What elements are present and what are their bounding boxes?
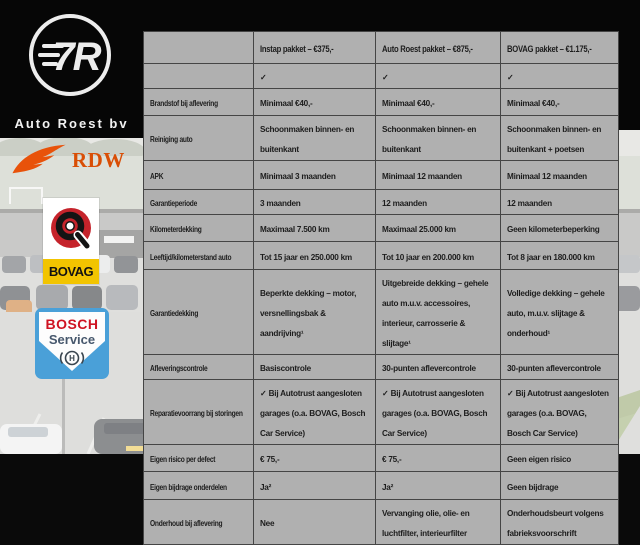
row-label [144,190,254,215]
cell-text: 3 maanden [260,199,301,208]
cell-text: ✓ [260,73,267,82]
cell [376,355,501,380]
row-label [144,380,254,445]
rdw-feather-icon [10,141,70,179]
row-label-text: Reparatievoorrang bij storingen [150,409,243,418]
cell-text: Basiscontrole [260,364,311,373]
auto-roest-logo-icon [0,0,143,102]
table-row [144,500,619,545]
cell-text: Minimaal €40,- [507,99,560,108]
row-label [144,89,254,116]
cell [376,161,501,190]
cell-text: € 75,- [260,455,280,464]
cell [376,116,501,161]
cell [254,270,376,355]
cell-text: € 75,- [382,455,402,464]
row-label-text: Afleveringscontrole [150,364,208,373]
cell [254,215,376,242]
cell-text: Ja² [382,482,394,492]
cell-text: 12 maanden [507,199,552,208]
cell-text: Tot 8 jaar en 180.000 km [507,252,595,262]
rdw-logo [10,138,136,182]
row-label-text: Eigen bijdrage onderdelen [150,482,227,492]
cell-text: Geen kilometerbeperking [507,225,600,234]
cell-text: ✓ Bij Autotrust aangesloten garages (o.a. BOVAG, Bosch Car Service) [507,389,609,438]
cell-text: Geen eigen risico [507,455,572,464]
cell [376,270,501,355]
cell-text: 30-punten aflevercontrole [507,364,601,373]
cell-text: Schoonmaken binnen- en buitenkant + poetsen [507,125,602,154]
row-label [144,355,254,380]
cell [254,64,376,89]
bovag-wordmark: BOVAG [43,259,99,284]
cell-text: Schoonmaken binnen- en buitenkant [260,125,355,154]
cell-text: Geen bijdrage [507,482,559,492]
column-header [254,32,376,64]
row-label-text: Reiniging auto [150,135,193,144]
logo-monogram: 7R [52,35,100,79]
cell [254,380,376,445]
cell [376,380,501,445]
table-row [144,380,619,445]
table-row [144,116,619,161]
row-label-text: Garantieperiode [150,199,198,208]
row-label [144,116,254,161]
cell [254,445,376,472]
column-header [501,32,619,64]
table-row [144,89,619,116]
cell [254,242,376,270]
cell [501,161,619,190]
cell [376,215,501,242]
cell [501,64,619,89]
cell [501,270,619,355]
row-label-text: APK [150,172,164,181]
cell-text: Beperkte dekking – motor, versnellingsbak & aandrijving¹ [260,289,357,338]
company-name: Auto Roest bv [14,116,129,131]
cell [254,355,376,380]
cell [376,89,501,116]
row-label [144,215,254,242]
cell-text: Uitgebreide dekking – gehele auto m.u.v. accessoires, interieur, carrosserie & slijtage¹ [382,279,489,348]
cell [501,116,619,161]
cell-text: Minimaal 3 maanden [260,172,336,181]
row-label [144,161,254,190]
cell-text: ✓ Bij Autotrust aangesloten garages (o.a. BOVAG, Bosch Car Service) [382,389,488,438]
table-row [144,161,619,190]
cell-text: 30-punten aflevercontrole [382,364,476,373]
cell-text: Ja² [260,482,272,492]
cell-text: Onderhoudsbeurt volgens fabrieksvoorschrift [507,509,604,538]
cell [254,190,376,215]
cell-text: Minimaal €40,- [382,99,435,108]
column-header-text: Instap pakket – €375,- [260,43,334,54]
table-row [144,270,619,355]
cell-text: Nee [260,519,275,528]
cell [501,242,619,270]
row-label [144,500,254,545]
right-black-band [618,0,640,130]
cell [254,500,376,545]
cell-text: Vervanging olie, olie- en luchtfilter, interieurfilter [382,509,470,538]
cell-text: Tot 15 jaar en 250.000 km [260,252,352,262]
cell [254,116,376,161]
row-label [144,445,254,472]
row-label-text: Eigen risico per defect [150,455,216,464]
column-header-text: Auto Roest pakket – €875,- [382,43,473,54]
cell [501,445,619,472]
cell [376,64,501,89]
cell-text: Minimaal €40,- [260,99,313,108]
row-label [144,472,254,500]
cell-text: Volledige dekking – gehele auto, m.u.v. slijtage & onderhoud¹ [507,289,605,338]
table-row [144,242,619,270]
cell-text: Tot 10 jaar en 200.000 km [382,252,474,262]
column-header [376,32,501,64]
column-header-text: BOVAG pakket – €1.175,- [507,43,592,54]
rdw-wordmark: RDW [72,147,125,172]
table-row [144,355,619,380]
cell [501,380,619,445]
cell-text: 12 maanden [382,199,427,208]
cell [254,472,376,500]
cell-text: Schoonmaken binnen- en buitenkant [382,125,477,154]
cell [376,242,501,270]
cell [376,190,501,215]
row-label [144,242,254,270]
corner-header-cell [144,32,254,64]
cell [501,215,619,242]
table-row [144,190,619,215]
package-comparison-table [143,31,619,545]
cell-text: Maximaal 25.000 km [382,225,456,234]
cell [501,89,619,116]
bovag-q-icon [43,198,99,259]
bosch-wordmark: BOSCH [45,316,99,332]
row-label-text: Onderhoud bij aflevering [150,519,223,528]
cell [376,445,501,472]
table-row [144,472,619,500]
cell [254,161,376,190]
row-label-text: Brandstof bij aflevering [150,99,218,108]
cell [376,472,501,500]
cell-text: Minimaal 12 maanden [507,172,587,181]
cell [501,500,619,545]
cell-text: ✓ [507,73,514,82]
bovag-logo [43,198,99,284]
table-row [144,64,619,89]
row-label-text: Kilometerdekking [150,225,202,234]
row-label-text: Garantiedekking [150,309,199,318]
cell [254,89,376,116]
cell-text: Minimaal 12 maanden [382,172,462,181]
table-row [144,215,619,242]
bosch-service-wordmark: Service [48,332,96,347]
cell-text: ✓ [382,73,389,82]
table-row [144,445,619,472]
cell [376,500,501,545]
cell-text: Maximaal 7.500 km [260,225,330,234]
row-label [144,270,254,355]
bosch-armature-letter: H [69,354,75,363]
table-header-row [144,32,619,64]
cell-text: ✓ Bij Autotrust aangesloten garages (o.a. BOVAG, Bosch Car Service) [260,389,366,438]
cell [501,190,619,215]
cell [501,472,619,500]
auto-roest-logo-panel [0,0,143,138]
bosch-service-logo [35,308,109,379]
cell [501,355,619,380]
row-label [144,64,254,89]
row-label-text: Leeftijd/kilometerstand auto [150,252,232,262]
